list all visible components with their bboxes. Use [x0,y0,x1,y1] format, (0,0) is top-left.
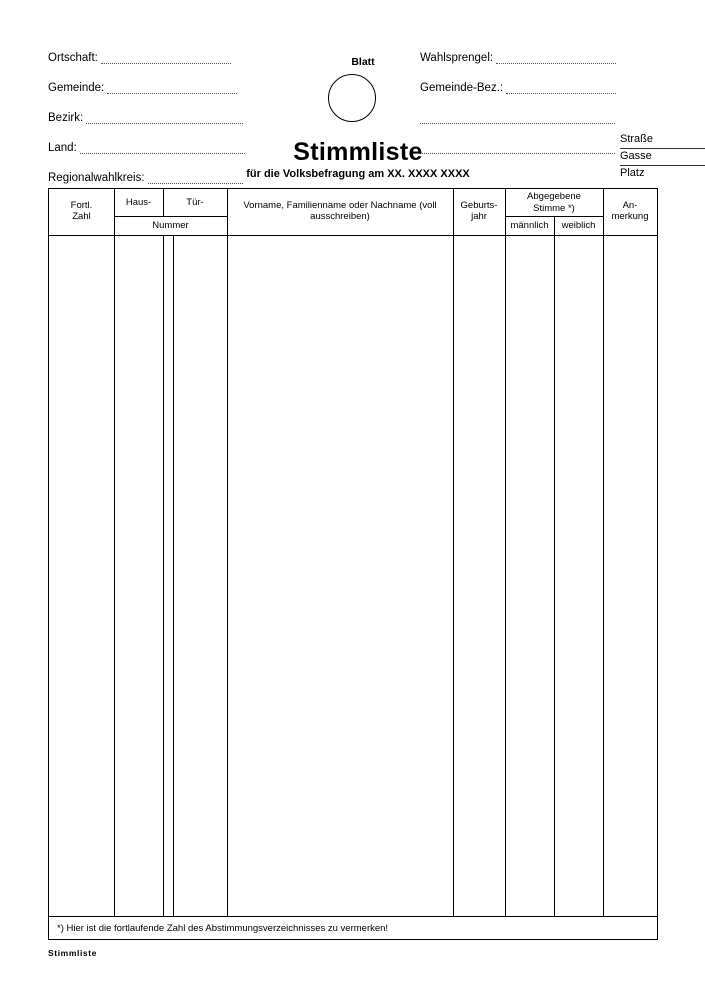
page-title: Stimmliste [293,138,423,166]
field-wahlsprengel-label: Wahlsprengel: [420,52,494,64]
header-tuer: Tür- [186,196,204,208]
field-gemeinde-bez[interactable] [420,82,616,94]
body-divider-2b [173,235,174,917]
header-anmerkung [603,189,657,235]
header-fortl-zahl-line2: Zahl [72,211,91,222]
header-name: Vorname, Familienname oder Nachname (voll ausschreiben) [243,200,437,222]
header-geburtsjahr-line1: Geburts- [460,200,498,212]
table-body[interactable] [49,235,657,917]
field-bezirk-input[interactable] [86,112,243,124]
body-divider-2 [163,235,164,917]
field-wahlsprengel[interactable] [420,52,616,64]
header-weiblich: weiblich [561,220,596,231]
field-gemeinde-bez-input[interactable] [506,82,616,94]
header-abgegebene-stimme-line2: Stimme *) [533,202,575,214]
page-subtitle: für die Volksbefragung am XX. XXXX XXXX [246,168,470,180]
field-land-input[interactable] [80,142,245,154]
address-type-strasse[interactable]: Straße [620,132,705,149]
header-geburtsjahr-line2: jahr [471,211,487,222]
field-wahlsprengel-input[interactable] [496,52,616,64]
header-abgegebene-stimme-line1: Abgegebene [527,191,581,203]
table-footnote: *) Hier ist die fortlaufende Zahl des Abstimmungsverzeichnisses zu vermerken! [49,916,657,939]
field-ortschaft-input[interactable] [101,52,231,64]
field-address-line-1-input[interactable] [420,112,615,124]
header-maennlich: männlich [510,220,549,231]
header-nummer: Nummer [152,220,189,231]
field-regionalwahlkreis-label: Regionalwahlkreis: [48,172,145,184]
address-type-gasse[interactable]: Gasse [620,149,705,166]
document-footer-code: Stimmliste [48,948,97,958]
blatt-label: Blatt [351,56,375,68]
voter-list-table [48,188,658,940]
header-fortl-zahl-line1: Fortl. [70,200,93,212]
header-anmerkung-line1: An- [622,200,638,212]
header-anmerkung-line2: merkung [611,211,649,222]
body-divider-4 [453,235,454,917]
address-type-platz[interactable]: Platz [620,167,645,179]
header-haus: Haus- [125,196,152,208]
field-gemeinde[interactable] [48,82,237,94]
field-bezirk-label: Bezirk: [48,112,84,124]
body-divider-6 [554,235,555,917]
body-divider-5 [505,235,506,917]
field-ortschaft[interactable] [48,52,231,64]
table-header-row [49,189,657,236]
field-ortschaft-label: Ortschaft: [48,52,98,64]
field-gemeinde-bez-label: Gemeinde-Bez.: [420,82,504,94]
address-type-stack [620,132,705,182]
form-header [48,44,658,184]
body-divider-1 [114,235,115,917]
header-fortl-zahl [49,189,114,235]
body-divider-3 [227,235,228,917]
field-gemeinde-input[interactable] [107,82,237,94]
header-abgegebene-stimme [505,189,603,216]
field-address-line-1[interactable] [420,112,615,124]
field-gemeinde-label: Gemeinde: [48,82,105,94]
body-divider-7 [603,235,604,917]
field-land-label: Land: [48,142,77,154]
field-bezirk[interactable] [48,112,243,124]
blatt-number-circle[interactable] [328,74,376,122]
header-geburtsjahr [453,189,505,235]
field-land[interactable] [48,142,245,154]
